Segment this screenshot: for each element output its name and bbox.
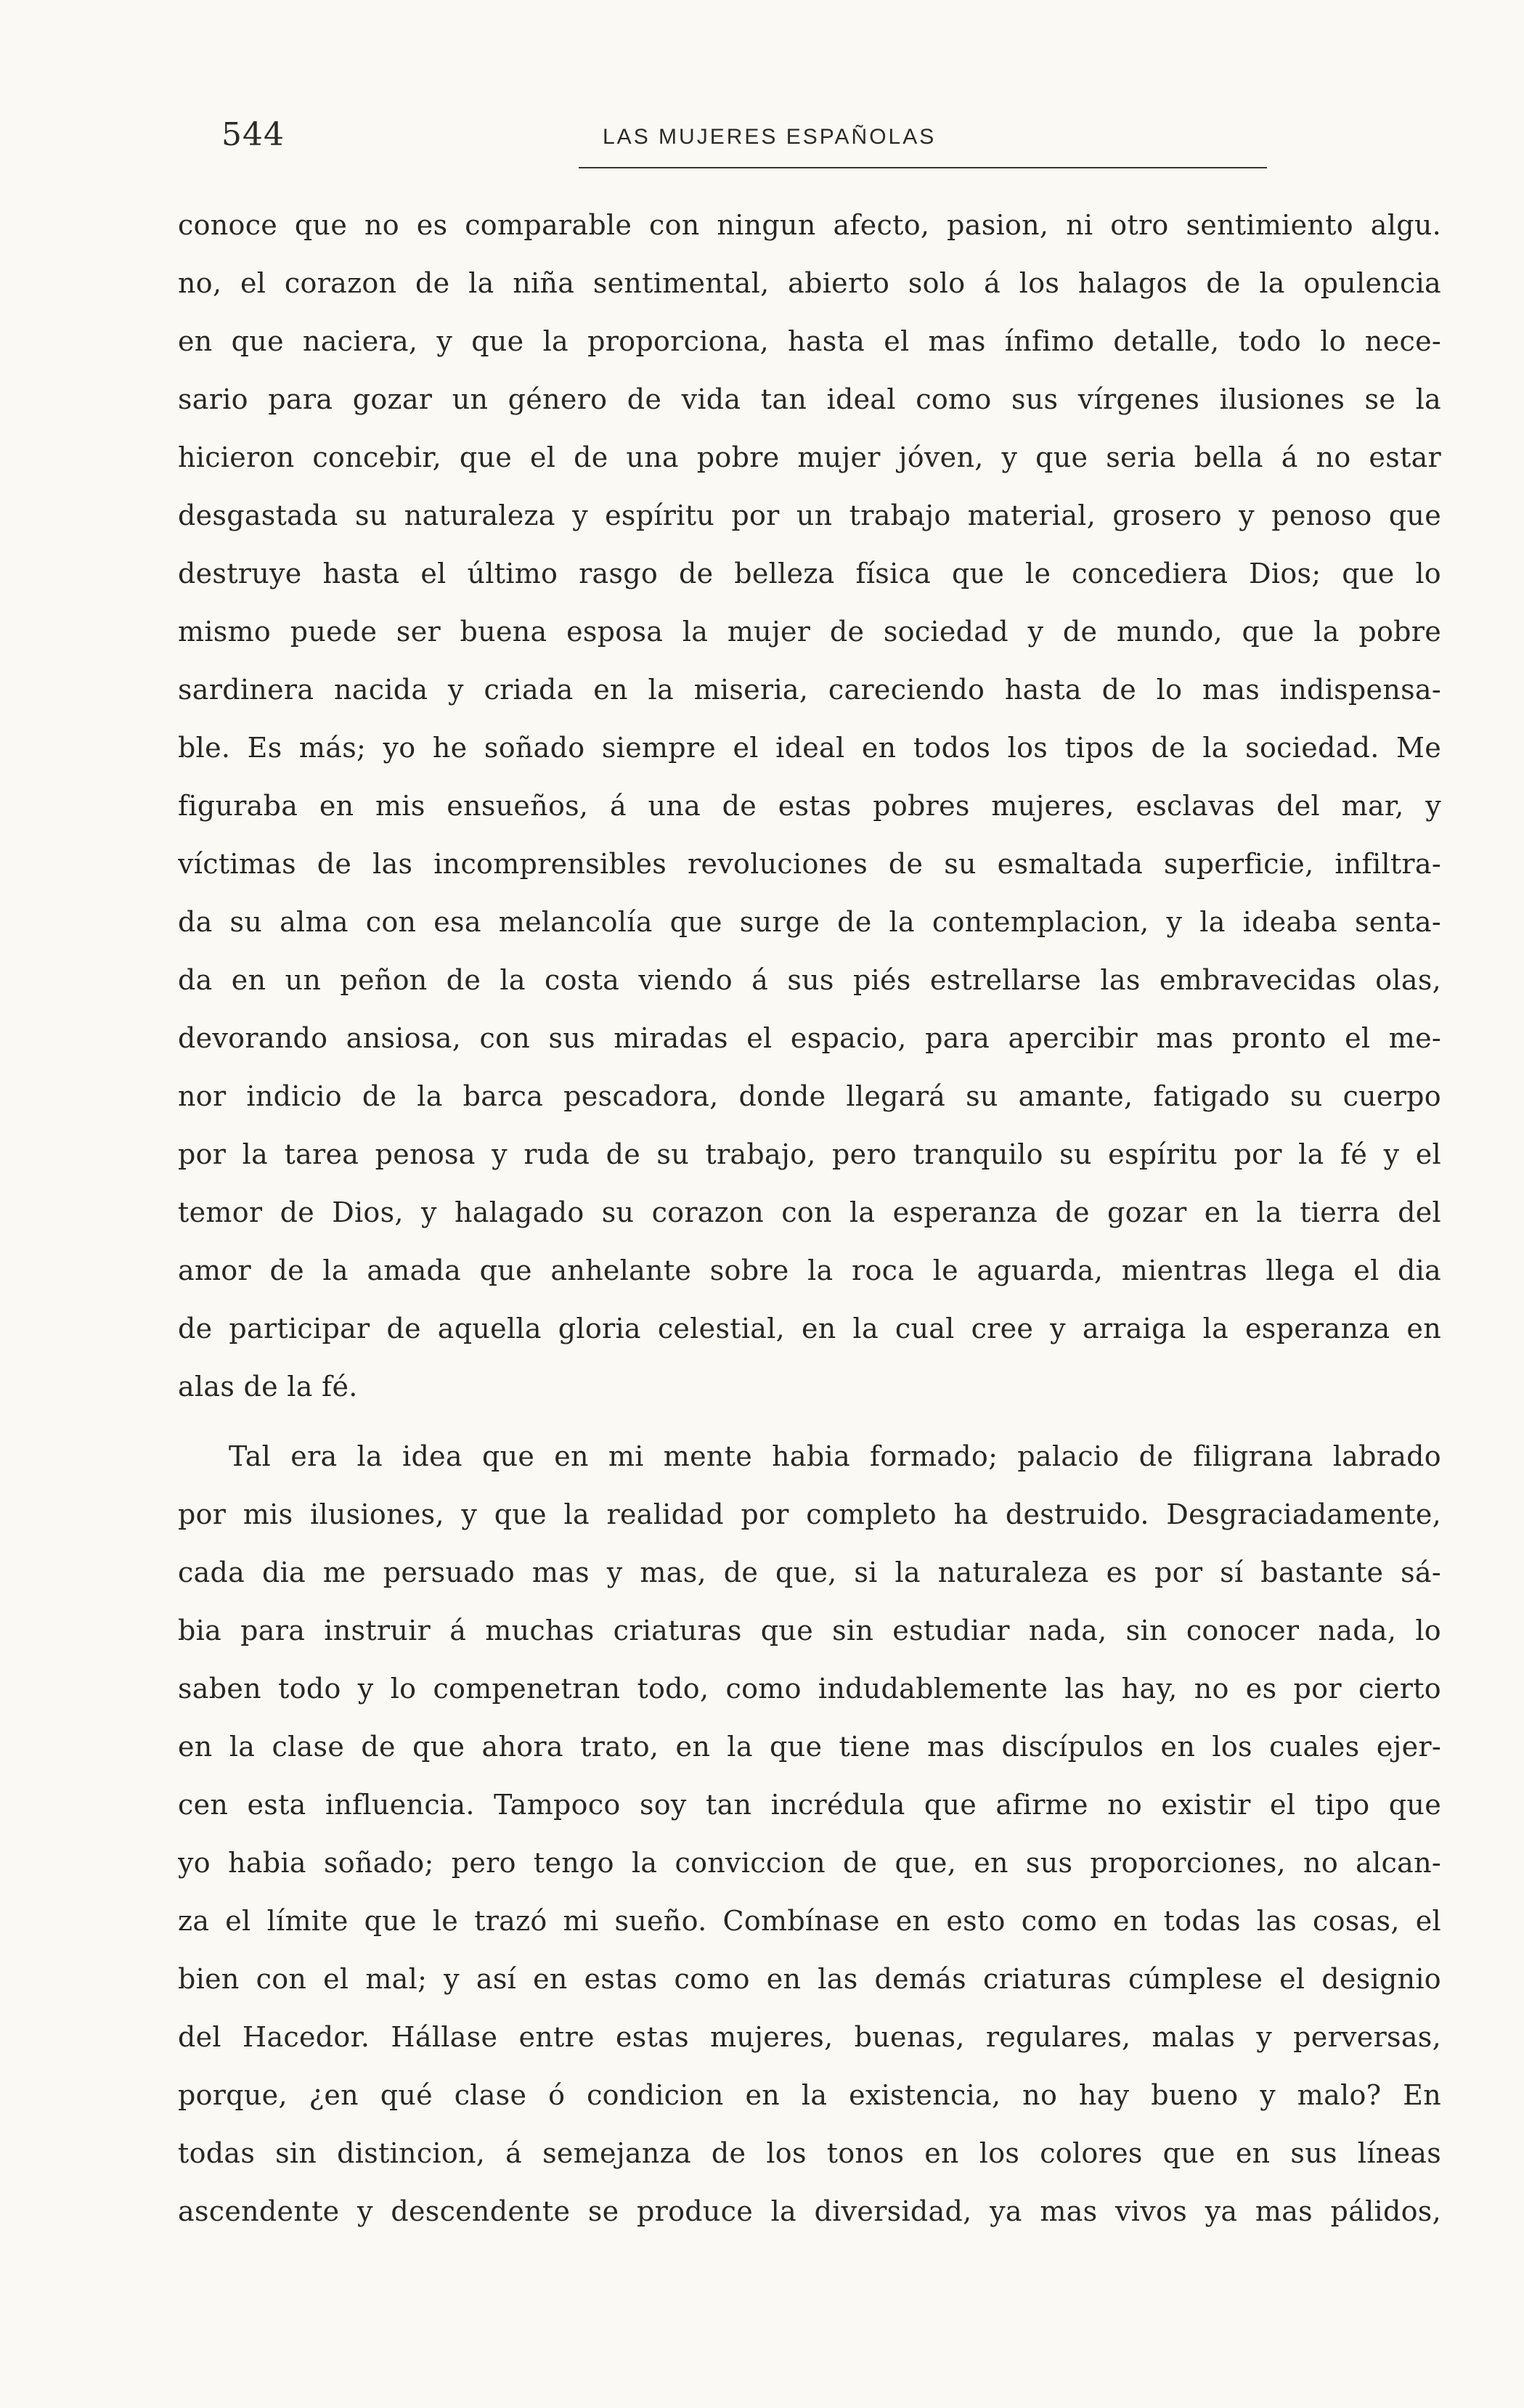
text-line: cen esta influencia. Tampoco soy tan incrédula que afirme no existir el tipo que (178, 1789, 1441, 1821)
body-text (178, 196, 1441, 2240)
text-line: figuraba en mis ensueños, á una de estas pobres mujeres, esclavas del mar, y (178, 790, 1441, 822)
text-line: alas de la fé. (178, 1371, 358, 1403)
text-line: bia para instruir á muchas criaturas que sin estudiar nada, sin conocer nada, lo (178, 1615, 1441, 1646)
paragraph (178, 1427, 1441, 2240)
text-line: en que naciera, y que la proporciona, hasta el mas ínfimo detalle, todo lo nece- (178, 325, 1441, 357)
text-line: da su alma con esa melancolía que surge de la contemplacion, y la ideaba senta- (178, 906, 1441, 938)
text-line: bien con el mal; y así en estas como en las demás criaturas cúmplese el designio (178, 1963, 1441, 1995)
text-line: nor indicio de la barca pescadora, donde llegará su amante, fatigado su cuerpo (178, 1080, 1441, 1112)
text-line: yo habia soñado; pero tengo la conviccion de que, en sus proporciones, no alcan- (178, 1847, 1441, 1879)
text-line: cada dia me persuado mas y mas, de que, si la naturaleza es por sí bastante sá- (178, 1556, 1441, 1588)
header-rule (579, 167, 1267, 168)
text-line: todas sin distincion, á semejanza de los tonos en los colores que en sus líneas (178, 2137, 1441, 2169)
text-line: en la clase de que ahora trato, en la que tiene mas discípulos en los cuales ejer- (178, 1731, 1441, 1763)
text-line: amor de la amada que anhelante sobre la roca le aguarda, mientras llega el dia (178, 1254, 1441, 1286)
text-line: temor de Dios, y halagado su corazon con la esperanza de gozar en la tierra del (178, 1196, 1441, 1228)
text-line: conoce que no es comparable con ningun afecto, pasion, ni otro sentimiento algu. (178, 209, 1441, 241)
text-line: ascendente y descendente se produce la diversidad, ya mas vivos ya mas pálidos, (178, 2195, 1441, 2227)
text-line: víctimas de las incomprensibles revoluciones de su esmaltada superficie, infiltra- (178, 848, 1441, 880)
paragraph (178, 196, 1441, 1416)
text-line: sario para gozar un género de vida tan ideal como sus vírgenes ilusiones se la (178, 383, 1441, 415)
text-line: del Hacedor. Hállase entre estas mujeres, buenas, regulares, malas y perversas, (178, 2021, 1441, 2053)
paragraph-gap (178, 1416, 1441, 1427)
text-line: desgastada su naturaleza y espíritu por un trabajo material, grosero y penoso que (178, 499, 1441, 531)
text-line: da en un peñon de la costa viendo á sus piés estrellarse las embravecidas olas, (178, 964, 1441, 996)
page-number: 544 (221, 116, 285, 153)
text-line: hicieron concebir, que el de una pobre mujer jóven, y que seria bella á no estar (178, 441, 1441, 473)
text-line: Tal era la idea que en mi mente habia formado; palacio de filigrana labrado (229, 1440, 1441, 1472)
text-line: no, el corazon de la niña sentimental, abierto solo á los halagos de la opulencia (178, 267, 1441, 299)
text-line: ble. Es más; yo he soñado siempre el ideal en todos los tipos de la sociedad. Me (178, 732, 1441, 764)
page-header (221, 109, 1441, 167)
text-line: de participar de aquella gloria celestial, en la cual cree y arraiga la esperanza en (178, 1313, 1441, 1344)
text-line: sardinera nacida y criada en la miseria, careciendo hasta de lo mas indispensa- (178, 674, 1441, 706)
running-title: LAS MUJERES ESPAÑOLAS (603, 125, 937, 149)
text-line: porque, ¿en qué clase ó condicion en la existencia, no hay bueno y malo? En (178, 2079, 1441, 2111)
text-line: za el límite que le trazó mi sueño. Combínase en esto como en todas las cosas, el (178, 1905, 1441, 1937)
text-line: por la tarea penosa y ruda de su trabajo, pero tranquilo su espíritu por la fé y el (178, 1138, 1441, 1170)
text-line: por mis ilusiones, y que la realidad por completo ha destruido. Desgraciadamente, (178, 1498, 1441, 1530)
text-line: destruye hasta el último rasgo de belleza física que le concediera Dios; que lo (178, 558, 1441, 589)
text-line: devorando ansiosa, con sus miradas el espacio, para apercibir mas pronto el me- (178, 1022, 1441, 1054)
text-line: mismo puede ser buena esposa la mujer de sociedad y de mundo, que la pobre (178, 616, 1441, 648)
text-line: saben todo y lo compenetran todo, como indudablemente las hay, no es por cierto (178, 1673, 1441, 1705)
